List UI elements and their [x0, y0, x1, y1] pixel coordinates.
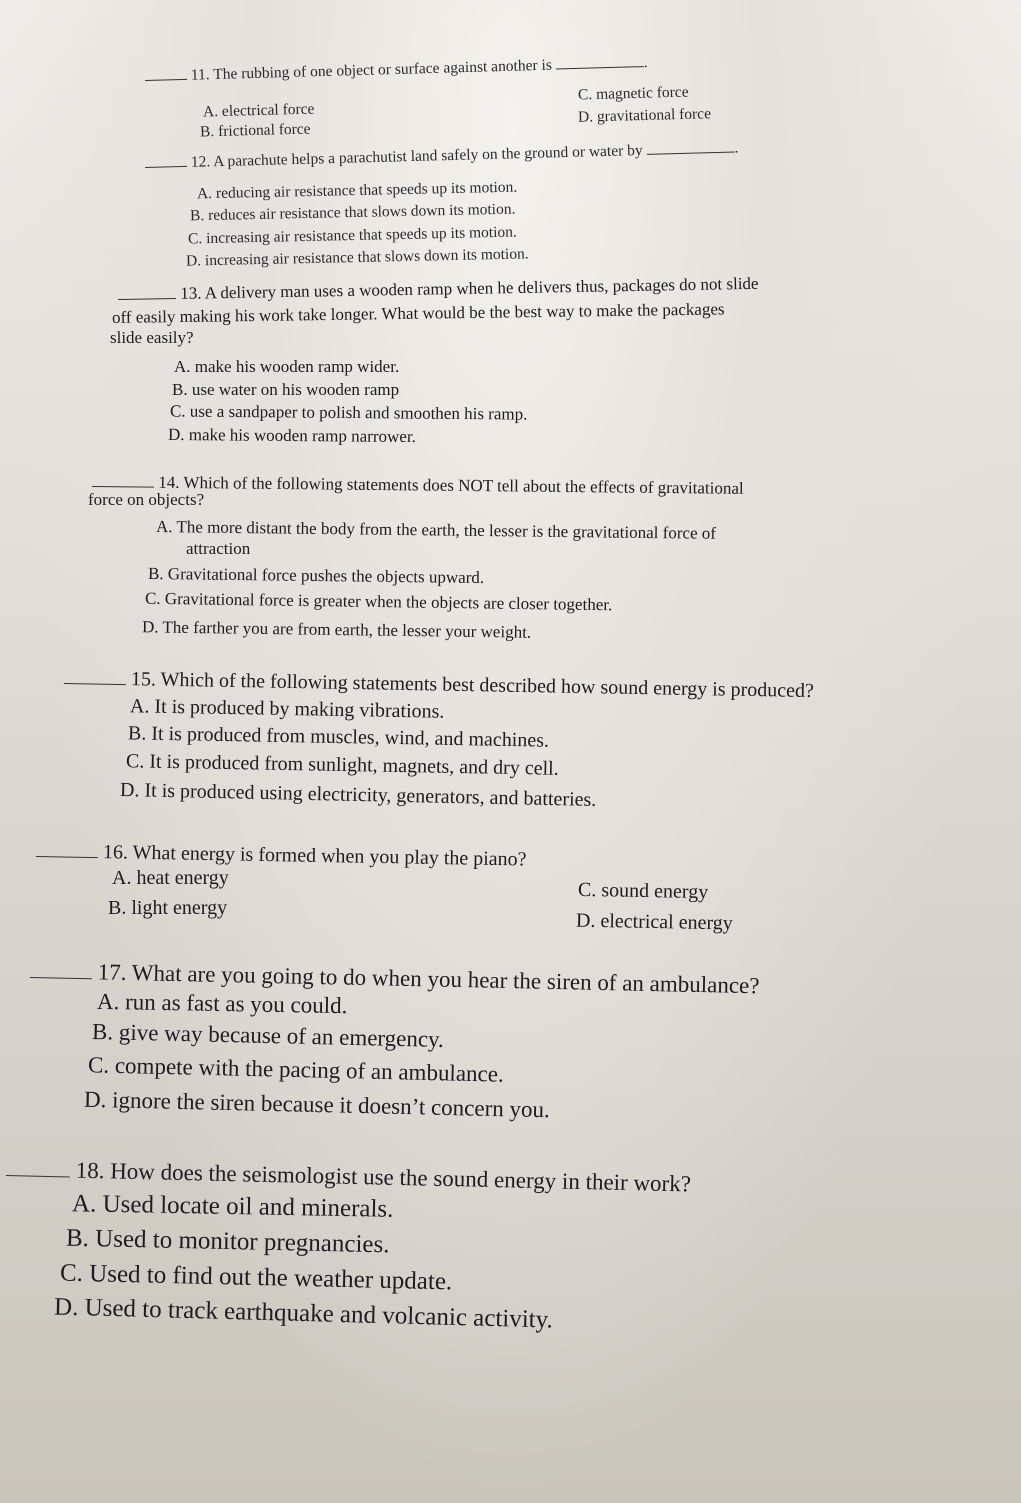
question-text: slide easily?	[110, 328, 194, 347]
option-c[interactable]: C. magnetic force	[577, 83, 689, 104]
option-d[interactable]: D. make his wooden ramp narrower.	[167, 424, 416, 447]
question-number: 17.	[97, 959, 127, 986]
option-a[interactable]: A. heat energy	[112, 867, 229, 889]
question-text: off easily making his work take longer. What would be the best way to make the packages	[111, 299, 725, 327]
option-c[interactable]: C. compete with the pacing of an ambulance.	[87, 1052, 505, 1087]
answer-blank-12[interactable]	[145, 166, 187, 168]
question-number: 14.	[158, 472, 180, 492]
answer-blank-16[interactable]	[36, 856, 98, 858]
option-b[interactable]: B. use water on his wooden ramp	[172, 380, 400, 399]
option-d[interactable]: D. The farther you are from earth, the lesser your weight.	[141, 617, 532, 642]
option-a-continued: attraction	[186, 539, 251, 558]
option-b[interactable]: B. Used to monitor pregnancies.	[65, 1224, 390, 1259]
option-c[interactable]: C. Used to find out the weather update.	[59, 1259, 453, 1296]
question-text: A parachute helps a parachutist land safely on the ground or water by	[213, 141, 643, 171]
option-a[interactable]: A. It is produced by making vibrations.	[129, 695, 445, 723]
option-d[interactable]: D. Used to track earthquake and volcanic activity.	[53, 1293, 554, 1334]
option-b[interactable]: B. light energy	[108, 897, 228, 919]
option-b[interactable]: B. Gravitational force pushes the objects upward.	[147, 563, 485, 588]
question-number: 12.	[190, 153, 211, 171]
option-b[interactable]: B. It is produced from muscles, wind, and machines.	[127, 722, 550, 752]
question-text: What are you going to do when you hear the siren of an ambulance?	[131, 960, 760, 999]
question-number: 13.	[180, 283, 202, 303]
question-number: 16.	[102, 841, 129, 864]
option-c[interactable]: C. increasing air resistance that speeds up its motion.	[187, 223, 518, 248]
question-number: 15.	[130, 668, 157, 691]
option-d[interactable]: D. increasing air resistance that slows down its motion.	[185, 245, 529, 270]
question-16-stem	[36, 840, 527, 872]
question-text: Which of the following statements does NOT tell about the effects of gravitational	[183, 472, 744, 498]
answer-blank-14[interactable]	[92, 486, 154, 488]
option-a[interactable]: A. run as fast as you could.	[96, 988, 348, 1019]
question-text: A delivery man uses a wooden ramp when he delivers thus, packages do not slide	[204, 273, 759, 303]
option-c[interactable]: C. use a sandpaper to polish and smoothen his ramp.	[169, 401, 528, 424]
answer-blank-17[interactable]	[30, 977, 92, 979]
answer-blank-11[interactable]	[145, 79, 187, 81]
option-c[interactable]: C. sound energy	[577, 878, 709, 904]
question-11-stem: 11. The rubbing of one object or surface against another is .	[145, 54, 648, 86]
option-d[interactable]: D. electrical energy	[575, 909, 733, 935]
question-text: The rubbing of one object or surface against another is	[213, 56, 553, 84]
question-text: Which of the following statements best described how sound energy is produced?	[160, 668, 815, 703]
option-a[interactable]: A. electrical force	[202, 100, 315, 121]
answer-blank-13[interactable]	[118, 298, 176, 300]
question-number: 11.	[190, 66, 210, 84]
option-a[interactable]: A. reducing air resistance that speeds up its motion.	[196, 178, 518, 203]
answer-blank-18[interactable]	[6, 1175, 70, 1177]
option-d[interactable]: D. It is produced using electricity, generators, and batteries.	[119, 779, 597, 811]
option-d[interactable]: D. gravitational force	[577, 105, 712, 126]
question-number: 18.	[75, 1157, 105, 1184]
option-d[interactable]: D. ignore the siren because it doesn’t concern you.	[83, 1086, 551, 1123]
fill-blank[interactable]	[556, 66, 644, 69]
fill-blank[interactable]	[647, 152, 735, 155]
option-c[interactable]: C. Gravitational force is greater when the objects are closer together.	[144, 588, 613, 615]
option-a[interactable]: A. make his wooden ramp wider.	[174, 357, 400, 376]
option-a[interactable]: A. Used locate oil and minerals.	[71, 1190, 394, 1223]
question-12-stem: 12. A parachute helps a parachutist land safely on the ground or water by .	[145, 139, 739, 173]
question-text: force on objects?	[88, 490, 205, 509]
option-b[interactable]: B. reduces air resistance that slows down its motion.	[189, 200, 516, 225]
question-text: How does the seismologist use the sound energy in their work?	[109, 1158, 692, 1197]
option-a[interactable]: A. The more distant the body from the earth, the lesser is the gravitational force of	[155, 517, 717, 543]
option-c[interactable]: C. It is produced from sunlight, magnets, and dry cell.	[125, 750, 559, 780]
answer-blank-15[interactable]	[64, 683, 126, 685]
question-text: What energy is formed when you play the piano?	[132, 841, 527, 871]
option-b[interactable]: B. frictional force	[199, 120, 311, 141]
option-b[interactable]: B. give way because of an emergency.	[91, 1019, 445, 1052]
